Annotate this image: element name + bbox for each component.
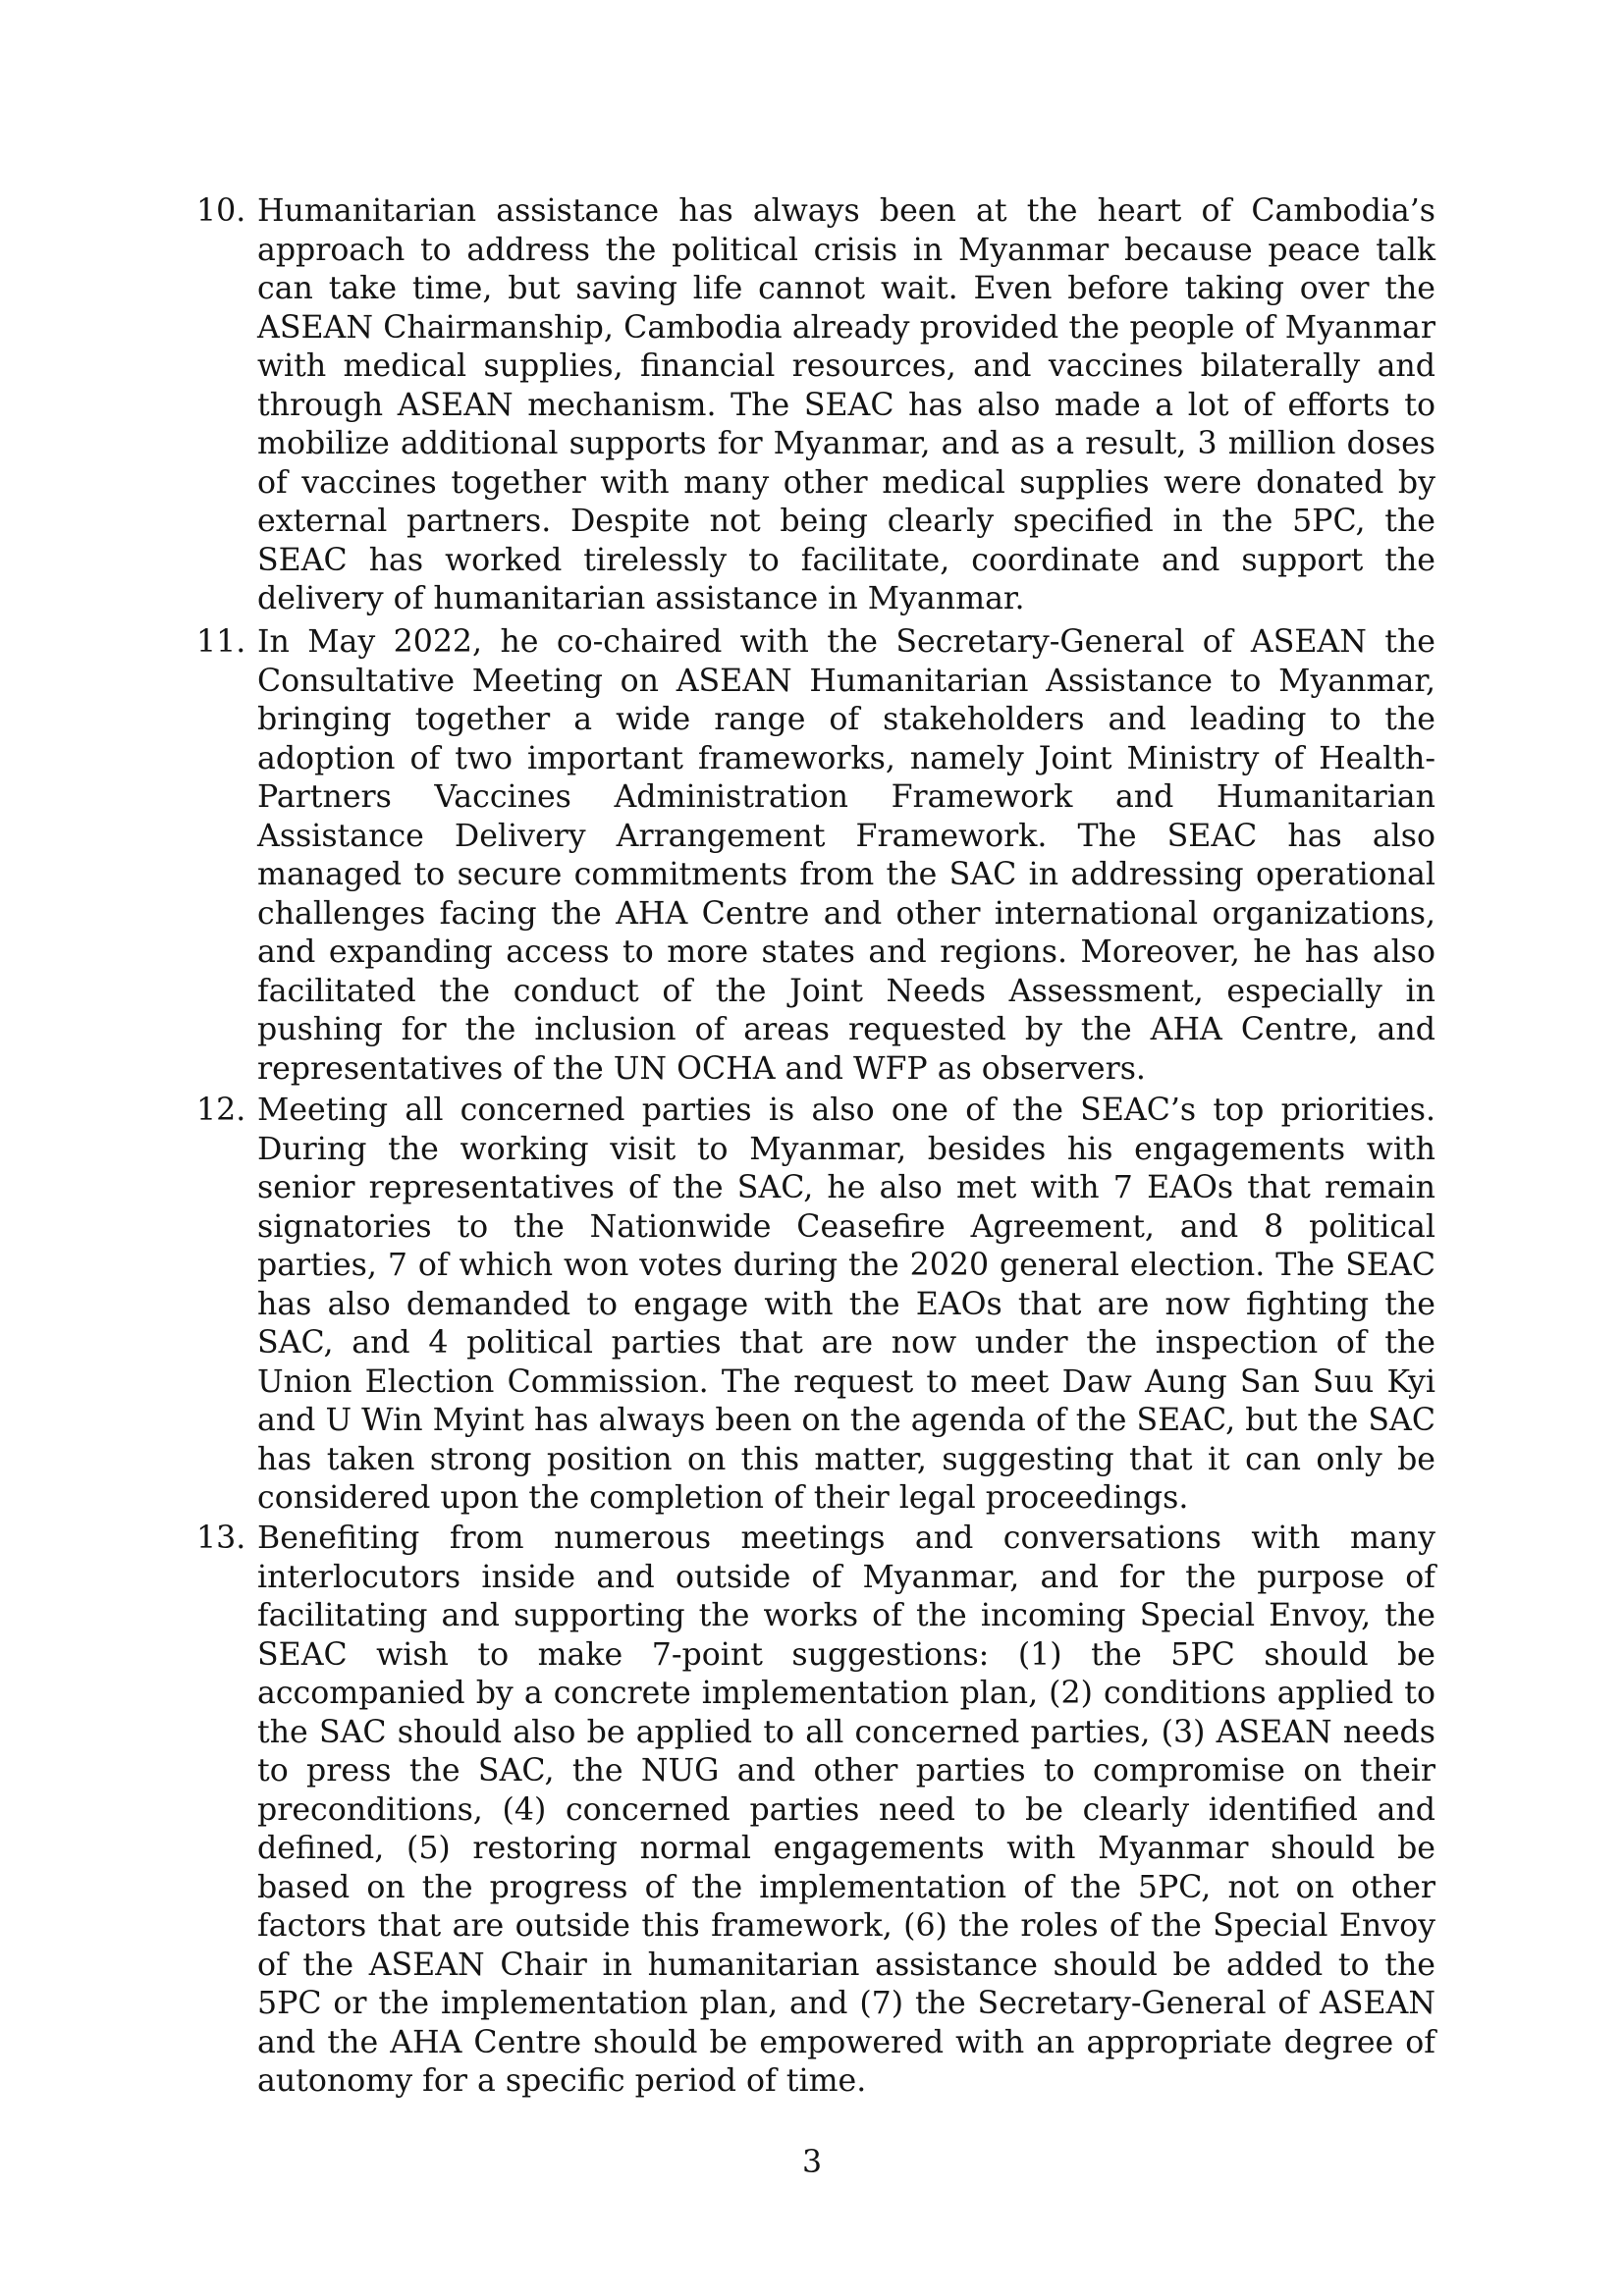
numbered-paragraph-10 [196,192,1435,619]
paragraph-text: Humanitarian assistance has always been at the heart of Cambodia’s approach to address the political crisis in Myanmar because peace talk can take time, but saving life cannot wait. Even before taking over the ASEAN Chairmanship, Cambodia already provided the people of Myanmar with medical supplies, financial resources, and vaccines bilaterally and through ASEAN mechanism. The SEAC has also made a lot of efforts to mobilize additional supports for Myanmar, and as a result, 3 million doses of vaccines together with many other medical supplies were donated by external partners. Despite not being clearly specified in the 5PC, the SEAC has worked tirelessly to facilitate, coordinate and support the delivery of humanitarian assistance in Myanmar. [257,193,1435,616]
page-number: 3 [801,2145,823,2180]
paragraph-text: In May 2022, he co-chaired with the Secretary-General of ASEAN the Consultative Meeting on ASEAN Humanitarian Assistance to Myanmar, bringing together a wide range of stakeholders and leading to the adoption of two important frameworks, namely Joint Ministry of Health-Partners Vaccines Administration Framework and Humanitarian Assistance Delivery Arrangement Framework. The SEAC has also managed to secure commitments from the SAC in addressing operational challenges facing the AHA Centre and other international organizations, and expanding access to more states and regions. Moreover, he has also facilitated the conduct of the Joint Needs Assessment, especially in pushing for the inclusion of areas requested by the AHA Centre, and representatives of the UN OCHA and WFP as observers. [257,624,1435,1087]
paragraph-number: 10. [196,193,246,229]
numbered-paragraph-11 [196,623,1435,1089]
paragraph-number: 12. [196,1093,246,1128]
numbered-paragraph-13 [196,1520,1435,2102]
paragraph-number: 11. [196,624,246,660]
paragraph-text: Benefiting from numerous meetings and conversations with many interlocutors inside and outside of Myanmar, and for the purpose of facilitating and supporting the works of the incoming Special Envoy, the SEAC wish to make 7-point suggestions: (1) the 5PC should be accompanied by a concrete implementation plan, (2) conditions applied to the SAC should also be applied to all concerned parties, (3) ASEAN needs to press the SAC, the NUG and other parties to compromise on their preconditions, (4) concerned parties need to be clearly identified and defined, (5) restoring normal engagements with Myanmar should be based on the progress of the implementation of the 5PC, not on other factors that are outside this framework, (6) the roles of the Special Envoy of the ASEAN Chair in humanitarian assistance should be added to the 5PC or the implementation plan, and (7) the Secretary-General of ASEAN and the AHA Centre should be empowered with an appropriate degree of autonomy for a specific period of time. [257,1521,1435,2099]
paragraph-number: 13. [196,1521,246,1556]
numbered-paragraph-12 [196,1092,1435,1519]
paragraph-text: Meeting all concerned parties is also one of the SEAC’s top priorities. During the working visit to Myanmar, besides his engagements with senior representatives of the SAC, he also met with 7 EAOs that remain signatories to the Nationwide Ceasefire Agreement, and 8 political parties, 7 of which won votes during the 2020 general election. The SEAC has also demanded to engage with the EAOs that are now fighting the SAC, and 4 political parties that are now under the inspection of the Union Election Commission. The request to meet Daw Aung San Suu Kyi and U Win Myint has always been on the agenda of the SEAC, but the SAC has taken strong position on this matter, suggesting that it can only be considered upon the completion of their legal proceedings. [257,1093,1435,1516]
